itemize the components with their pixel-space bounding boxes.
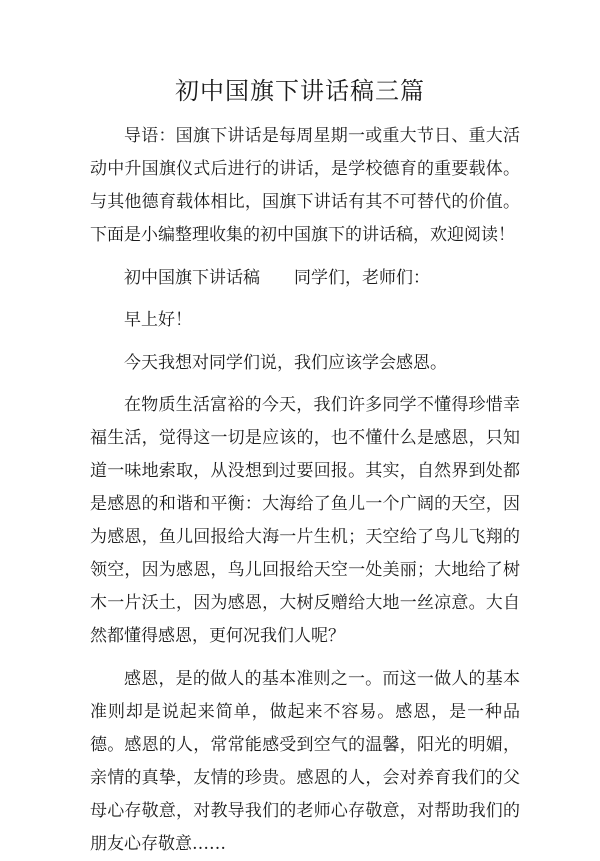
salutation: 同学们，老师们：: [294, 267, 430, 288]
speech-heading: 初中国旗下讲话稿: [124, 267, 260, 288]
greeting-paragraph: 早上好！: [124, 310, 192, 330]
document-title: 初中国旗下讲话稿三篇: [175, 77, 425, 105]
body-paragraph-3: 感恩，是的做人的基本准则之一。而这一做人的基本准则却是说起来简单，做起来不容易。感恩，是一种品德。感恩的人，常常能感受到空气的温馨，阳光的明媚，亲情的真挚，友情的珍贵。感恩的人，会对养育我们的父母心存敬意，对教导我们的老师心存敬意，对帮助我们的朋友心存敬意……: [90, 668, 520, 854]
body-paragraph-1: 今天我想对同学们说，我们应该学会感恩。: [124, 352, 447, 373]
body-paragraph-2: 在物质生活富裕的今天，我们许多同学不懂得珍惜幸福生活，觉得这一切是应该的，也不懂什么是感恩，只知道一味地索取，从没想到过要回报。其实，自然界到处都是感恩的和谐和平衡：大海给了鱼儿一个广阔的天空，因为感恩，鱼儿回报给大海一片生机；天空给了鸟儿飞翔的领空，因为感恩，鸟儿回报给天空一处美丽；大地给了树木一片沃土，因为感恩，大树反赠给大地一丝凉意。大自然都懂得感恩，更何况我们人呢？: [90, 395, 520, 646]
intro-paragraph: 导语：国旗下讲话是每周星期一或重大节日、重大活动中升国旗仪式后进行的讲话，是学校德育的重要载体。与其他德育载体相比，国旗下讲话有其不可替代的价值。下面是小编整理收集的初中国旗下的讲话稿，欢迎阅读！: [90, 126, 520, 245]
heading-line: [90, 262, 520, 295]
document-body: [90, 120, 520, 861]
